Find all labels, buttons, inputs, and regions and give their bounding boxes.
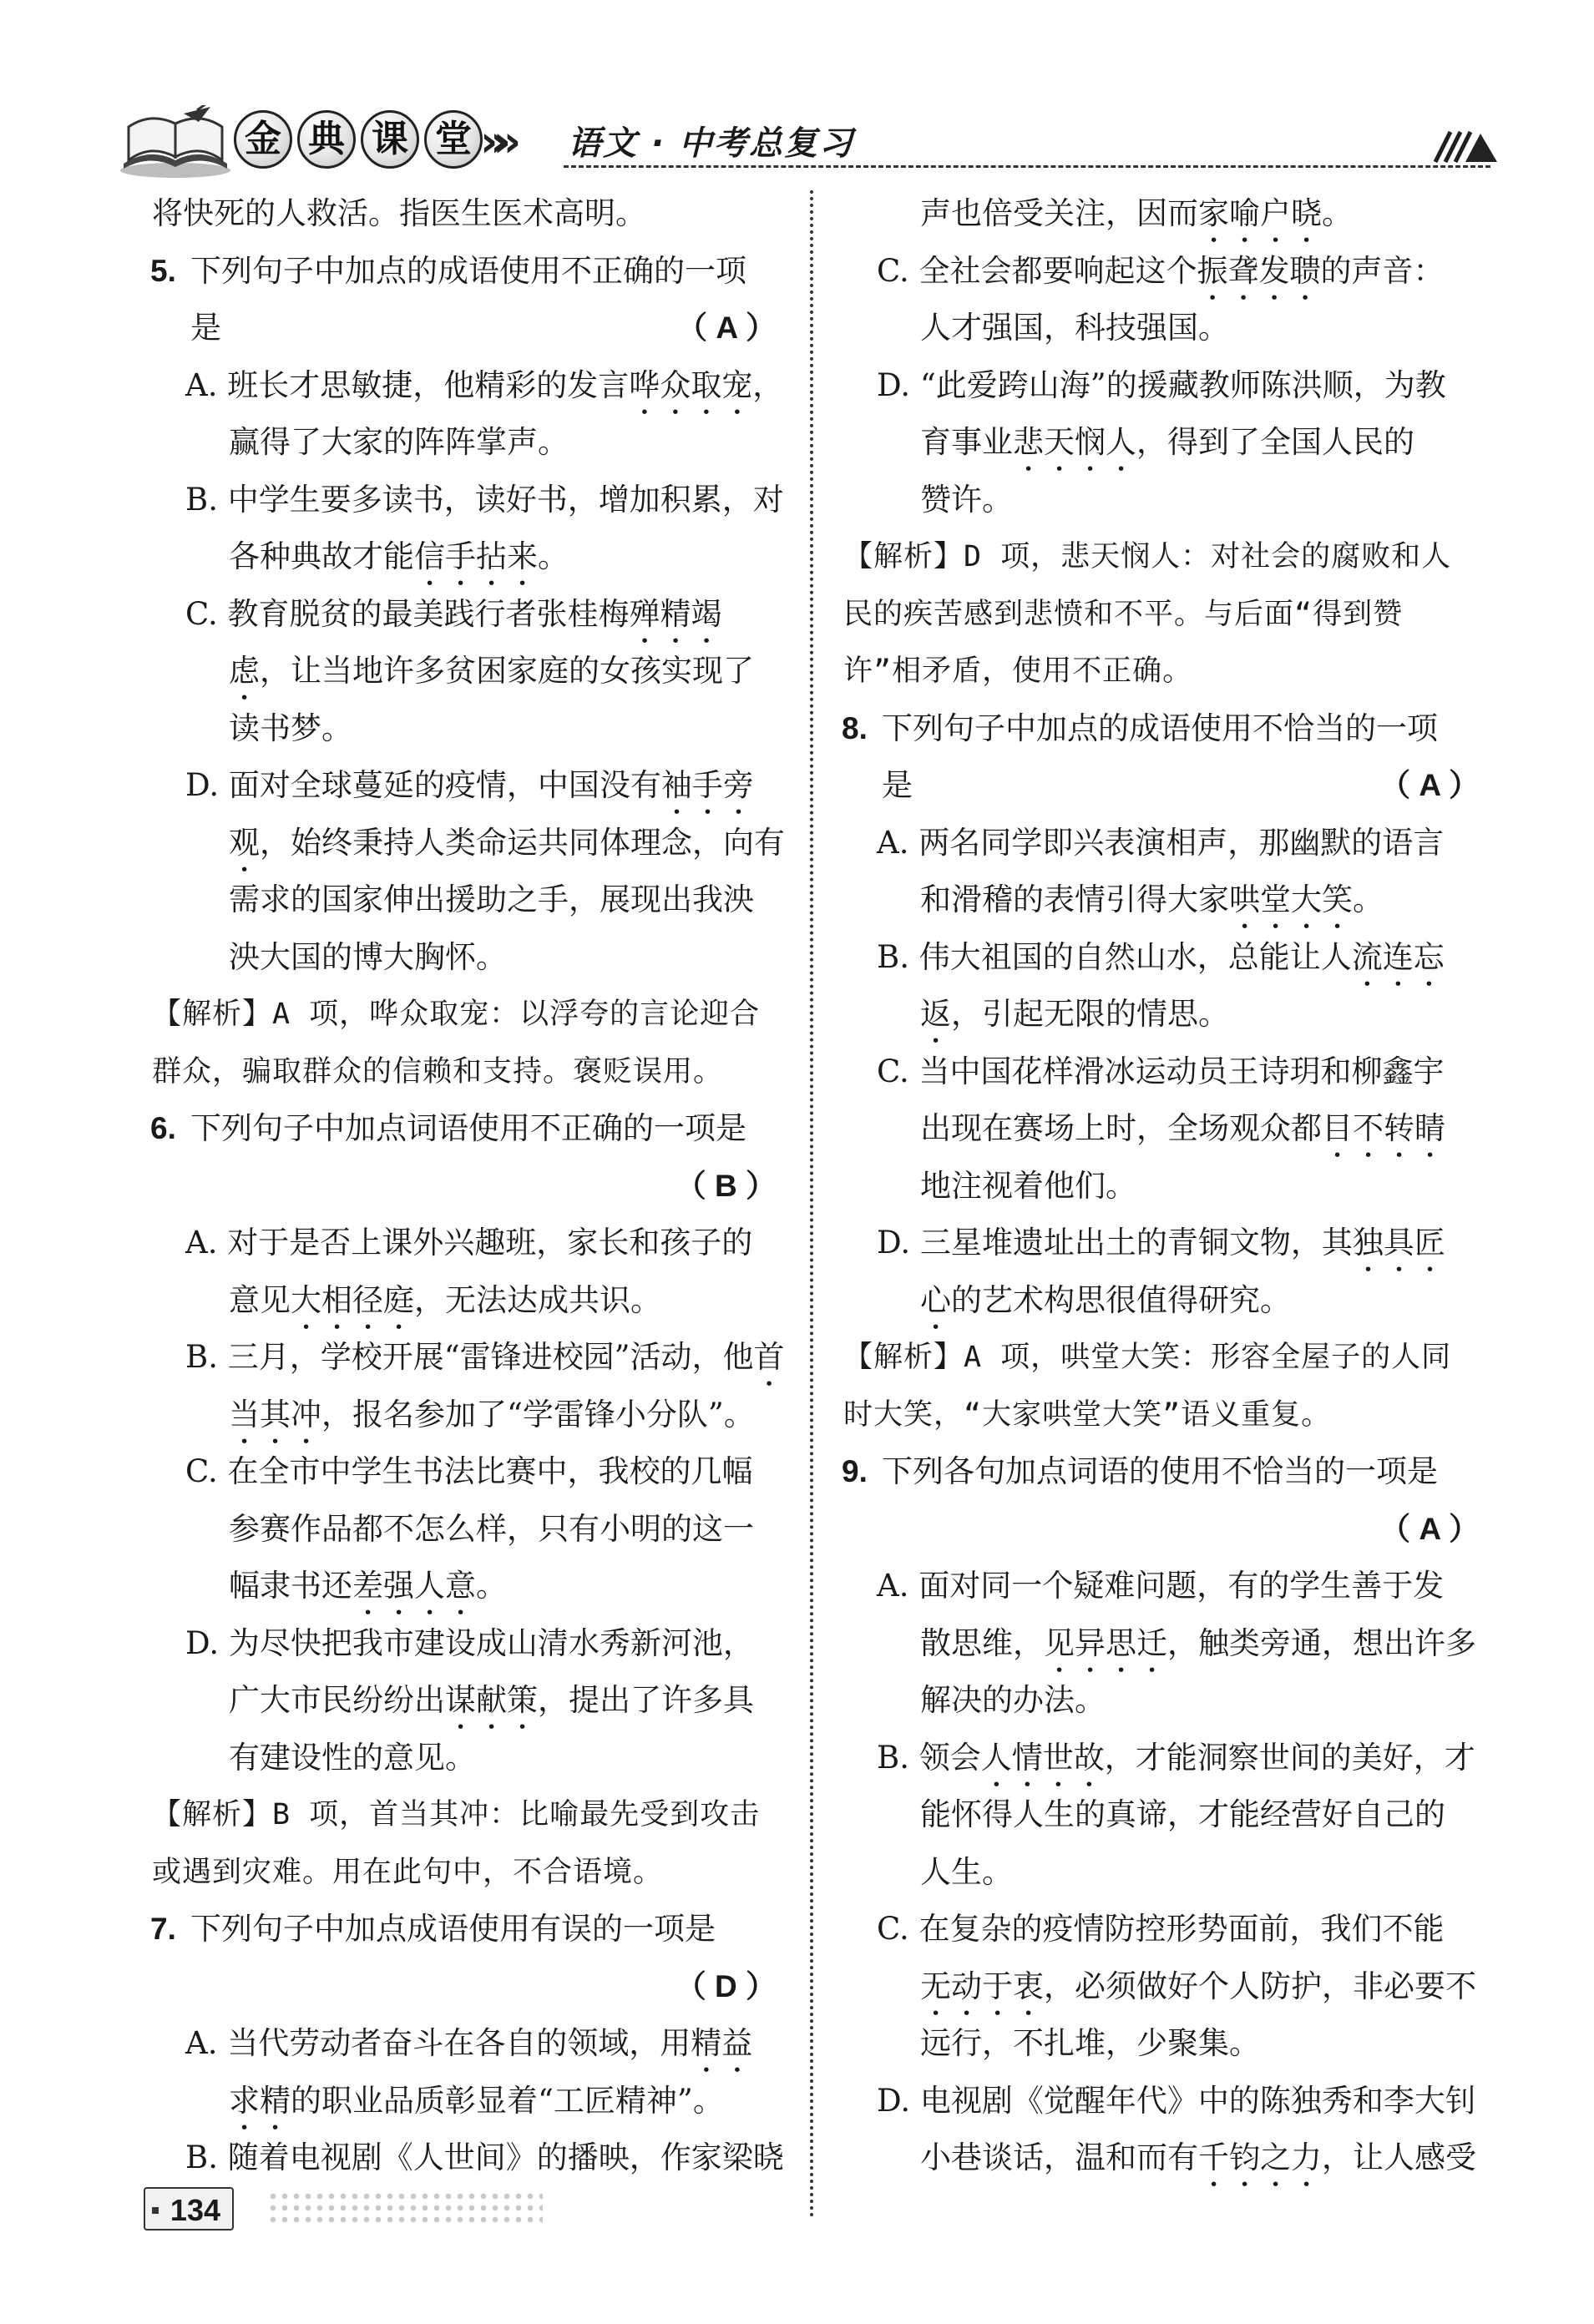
question-text: 是: [190, 310, 221, 346]
continued-line: [843, 872, 1496, 929]
line-text: ，必须做好个人防护，非必要不: [1044, 1968, 1476, 2004]
line-text: 能怀得人生的真谛，才能经营好自己的: [920, 1796, 1445, 1832]
question-number: 6.: [150, 1111, 176, 1145]
continued-line: [843, 1786, 1496, 1844]
answer-key: （ A ）: [1379, 768, 1480, 802]
continued-line: [843, 414, 1496, 472]
option-line: [152, 357, 793, 415]
continued-line: [152, 1672, 793, 1730]
question-number: 9.: [842, 1454, 868, 1488]
line-text: ，让人感受: [1322, 2140, 1476, 2175]
line-text: 育事业: [920, 424, 1013, 460]
line-text: 人才强国，科技强国。: [920, 310, 1229, 346]
continued-line: [843, 185, 1496, 243]
question-stem: [843, 700, 1496, 758]
footer-dot-pattern: [267, 2190, 543, 2229]
line-text: 赢得了大家的阵阵掌声。: [229, 424, 569, 460]
line-text: A. 班长才思敏捷，他精彩的发言: [185, 366, 630, 403]
continued-line: [843, 1158, 1496, 1215]
emphasized-idiom: 差强人意: [352, 1568, 476, 1604]
analysis-label: 【解析】: [843, 1341, 964, 1374]
brand-char: 金: [234, 110, 292, 169]
analysis-body: 许”相矛盾，使用不正确。: [843, 654, 1193, 688]
question-number: 8.: [842, 710, 868, 745]
emphasized-idiom: 谋献策: [445, 1682, 538, 1718]
continued-line: [843, 2015, 1496, 2073]
option-line: [152, 586, 793, 644]
continued-line: [152, 2073, 793, 2130]
line-text: ，: [752, 366, 784, 403]
line-text: 意见: [229, 1281, 291, 1318]
line-text: D. 面对全球蔓延的疫情，中国没有: [185, 767, 661, 803]
line-text: 远行，不扎堆，少聚集。: [920, 2025, 1260, 2061]
analysis-text: [843, 1387, 1496, 1444]
continued-line: [843, 472, 1496, 529]
emphasized-idiom: 袖手旁: [660, 767, 754, 803]
line-text: ，提出了许多具: [538, 1682, 754, 1718]
answer-line: [152, 300, 793, 357]
option-line: [843, 1043, 1496, 1101]
option-line: [152, 1443, 793, 1501]
line-text: 人生。: [920, 1853, 1013, 1890]
page-header: [117, 99, 1495, 182]
line-text: 。: [1353, 882, 1384, 917]
emphasized-idiom: 家喻户晓: [1198, 195, 1322, 231]
analysis-label: 【解析】: [843, 540, 964, 573]
continued-line: [152, 1272, 793, 1330]
option-line: [843, 1730, 1496, 1787]
line-text: 赞许。: [920, 481, 1013, 518]
line-text: 参赛作品都不怎么样，只有小明的这一: [229, 1510, 754, 1547]
brand-char: 典: [297, 110, 356, 169]
continued-line: [843, 1672, 1496, 1730]
line-text: B. 随着电视剧《人世间》的播映，作家梁晓: [185, 2140, 784, 2175]
question-text: 下列句子中加点词语使用不正确的一项是: [190, 1110, 746, 1146]
mountain-stripes-icon: [1432, 124, 1499, 165]
question-text: [152, 1958, 190, 2016]
analysis-text: [843, 1329, 1496, 1387]
brand-char: 课: [361, 110, 419, 169]
option-line: [843, 1901, 1496, 1958]
emphasized-idiom: 虑: [229, 653, 260, 689]
header-dashed-rule: [564, 165, 1490, 168]
continued-line: [843, 1615, 1496, 1673]
emphasized-idiom: 哄堂大笑: [1229, 882, 1353, 917]
analysis-body: 群众，骗取群众的信赖和支持。褒贬误用。: [152, 1054, 724, 1089]
continued-line: [152, 414, 793, 472]
line-text: 。: [538, 538, 569, 574]
analysis-text: [843, 643, 1496, 700]
option-line: [843, 1558, 1496, 1615]
line-text: 出现在赛场上时，全场观众都: [920, 1110, 1322, 1146]
double-chevron-icon: »»: [480, 117, 507, 167]
option-line: [152, 1329, 793, 1387]
continued-line: [152, 1730, 793, 1787]
emphasized-idiom: 心: [920, 1281, 951, 1318]
line-text: ，才能洞察世间的美好，才: [1104, 1739, 1475, 1776]
emphasized-idiom: 当其冲: [229, 1396, 321, 1432]
line-text: B. 领会: [877, 1739, 981, 1776]
question-stem: [843, 1443, 1496, 1501]
line-text: C. 教育脱贫的最美践行者张桂梅: [185, 595, 630, 632]
line-text: 将快死的人救活。指医生医术高明。: [152, 195, 646, 231]
option-line: [843, 815, 1496, 872]
answer-key: （ D ）: [675, 1968, 777, 2003]
answer-key: （ A ）: [676, 311, 777, 345]
answer-line: [843, 1501, 1496, 1559]
answer-key: （ B ）: [675, 1168, 777, 1203]
emphasized-idiom: 无动于衷: [920, 1968, 1044, 2004]
open-book-icon: [117, 105, 234, 180]
line-text: D. 三星堆遗址出土的青铜文物，其: [877, 1225, 1353, 1261]
continued-line: [843, 300, 1496, 357]
line-text: A. 面对同一个疑难问题，有的学生善于发: [877, 1568, 1445, 1604]
continued-line: [843, 986, 1496, 1043]
line-text: 。: [1322, 195, 1353, 231]
line-text: ，始终秉持人类命运共同体理念，向有: [260, 824, 785, 861]
continued-line: [843, 1272, 1496, 1330]
question-text: 是: [882, 767, 913, 803]
option-line: [843, 1215, 1496, 1272]
option-line: [152, 757, 793, 815]
continued-line: [843, 1100, 1496, 1158]
line-text: ，无法达成共识。: [414, 1281, 661, 1318]
emphasized-idiom: 悲天悯人: [1013, 424, 1136, 460]
line-text: 散思维，: [920, 1624, 1044, 1661]
option-line: [152, 472, 793, 529]
page-number: 134: [144, 2187, 234, 2231]
option-line: [843, 357, 1496, 415]
answer-key: （ A ）: [1379, 1511, 1480, 1546]
continued-line: [152, 1387, 793, 1444]
emphasized-idiom: 独具匠: [1352, 1225, 1445, 1261]
line-text: 需求的国家伸出援助之手，展现出我泱: [229, 882, 754, 917]
continued-line: [152, 185, 793, 243]
analysis-body: 民的疾苦感到悲愤和不平。与后面“得到赞: [843, 597, 1404, 631]
line-text: C. 在复杂的疫情防控形势面前，我们不能: [877, 1911, 1445, 1947]
option-line: [152, 1215, 793, 1272]
emphasized-idiom: 信手拈来: [414, 538, 538, 574]
continued-line: [843, 1844, 1496, 1902]
analysis-text: [843, 528, 1496, 586]
question-text: [843, 1501, 882, 1559]
emphasized-idiom: 返: [920, 996, 951, 1032]
line-text: ，触类旁通，想出许多: [1167, 1624, 1476, 1661]
line-text: C. 在全市中学生书法比赛中，我校的几幅: [185, 1453, 753, 1489]
line-text: A. 对于是否上课外兴趣班，家长和孩子的: [185, 1225, 753, 1261]
continued-line: [843, 1958, 1496, 2016]
line-text: D. 为尽快把我市建设成山清水秀新河池，: [185, 1624, 754, 1661]
line-text: 的声音：: [1320, 252, 1445, 289]
continued-line: [152, 1501, 793, 1559]
answer-line: [152, 1158, 793, 1215]
analysis-text: [152, 1786, 793, 1844]
continued-line: [152, 1558, 793, 1615]
answer-line: [152, 1958, 793, 2016]
continued-line: [152, 643, 793, 700]
continued-line: [152, 929, 793, 987]
option-line: [152, 2015, 793, 2073]
question-stem: [152, 1100, 793, 1158]
option-line: [152, 1615, 793, 1673]
line-text: ，得到了全国人民的: [1136, 424, 1414, 460]
question-text: 下列句子中加点成语使用有误的一项是: [190, 1911, 716, 1947]
subject-title: 语文 · 中考总复习: [568, 124, 855, 163]
line-text: 地注视着他们。: [920, 1167, 1136, 1204]
analysis-body: A 项，哄堂大笑：形容全屋子的人同: [964, 1341, 1452, 1374]
column-divider: [810, 190, 813, 2219]
emphasized-idiom: 哗众取宠: [629, 366, 753, 403]
line-text: D. 电视剧《觉醒年代》中的陈独秀和李大钊: [877, 2082, 1476, 2119]
line-text: 幅隶书还: [229, 1568, 352, 1604]
continued-line: [152, 815, 793, 872]
continued-line: [843, 2129, 1496, 2187]
line-text: ，报名参加了“学雷锋小分队”。: [321, 1396, 755, 1432]
line-text: ，引起无限的情思。: [951, 996, 1229, 1032]
line-text: B. 中学生要多读书，读好书，增加积累，对: [185, 481, 784, 518]
question-number: 7.: [150, 1912, 176, 1946]
line-text: 的艺术构思很值得研究。: [951, 1281, 1291, 1318]
line-text: B. 三月，学校开展“雷锋进校园”活动，他: [185, 1339, 754, 1375]
analysis-body: 或遇到灾难。用在此句中，不合语境。: [152, 1855, 664, 1889]
line-text: 的职业品质彰显着“工匠精神”。: [291, 2082, 724, 2119]
analysis-body: B 项，首当其冲：比喻最先受到攻击: [272, 1798, 761, 1831]
option-line: [843, 2073, 1496, 2130]
question-text: 下列句子中加点的成语使用不恰当的一项: [882, 710, 1438, 746]
line-text: 广大市民纷纷出: [229, 1682, 445, 1718]
option-line: [152, 2129, 793, 2187]
line-text: A. 当代劳动者奋斗在各自的领域，用: [185, 2025, 691, 2061]
emphasized-idiom: 求精: [229, 2082, 291, 2119]
emphasized-idiom: 大相径庭: [291, 1281, 414, 1318]
emphasized-idiom: 千钧之力: [1198, 2140, 1322, 2175]
line-text: D. “此爱跨山海”的援藏教师陈洪顺，为教: [877, 366, 1446, 403]
answer-line: [843, 757, 1496, 815]
line-text: 声也倍受关注，因而: [920, 195, 1198, 231]
emphasized-idiom: 首: [753, 1339, 785, 1375]
line-text: 各种典故才能: [229, 538, 414, 574]
analysis-body: A 项，哗众取宠：以浮夸的言论迎合: [272, 998, 761, 1031]
option-line: [843, 929, 1496, 987]
emphasized-idiom: 见异思迁: [1044, 1624, 1167, 1661]
emphasized-idiom: 观: [229, 824, 260, 861]
line-text: 和滑稽的表情引得大家: [920, 882, 1229, 917]
line-text: 。: [476, 1568, 507, 1604]
line-text: 解决的办法。: [920, 1682, 1106, 1718]
line-text: 有建设性的意见。: [229, 1739, 476, 1776]
brand-char: 堂: [424, 110, 483, 169]
continued-line: [152, 872, 793, 929]
question-number: 5.: [150, 253, 176, 288]
continued-line: [152, 700, 793, 758]
line-text: 泱大国的博大胸怀。: [229, 938, 507, 975]
line-text: A. 两名同学即兴表演相声，那幽默的语言: [877, 824, 1445, 861]
brand-title: [234, 110, 483, 169]
analysis-label: 【解析】: [152, 998, 273, 1031]
analysis-label: 【解析】: [152, 1798, 273, 1831]
emphasized-idiom: 振聋发聩: [1197, 252, 1321, 289]
line-text: 读书梦。: [229, 710, 352, 746]
question-stem: [152, 243, 793, 301]
analysis-text: [152, 1844, 793, 1902]
emphasized-idiom: 流连忘: [1351, 938, 1445, 975]
analysis-body: D 项，悲天悯人：对社会的腐败和人: [964, 540, 1452, 573]
line-text: B. 伟大祖国的自然山水，总能让人: [877, 938, 1352, 975]
question-stem: [152, 1901, 793, 1958]
emphasized-idiom: 人情世故: [980, 1739, 1105, 1776]
emphasized-idiom: 殚精竭: [629, 595, 722, 632]
analysis-text: [152, 1043, 793, 1101]
analysis-text: [843, 586, 1496, 644]
emphasized-idiom: 精益: [691, 2025, 753, 2061]
line-text: 小巷谈话，温和而有: [920, 2140, 1198, 2175]
analysis-body: 时大笑，“大家哄堂大笑”语义重复。: [843, 1397, 1332, 1432]
question-text: 下列句子中加点的成语使用不正确的一项: [190, 252, 746, 289]
option-line: [843, 243, 1496, 301]
line-text: C. 全社会都要响起这个: [877, 252, 1197, 289]
line-text: C. 当中国花样滑冰运动员王诗玥和柳鑫宇: [877, 1053, 1445, 1089]
analysis-text: [152, 986, 793, 1043]
left-column: [152, 185, 793, 2187]
question-text: 下列各句加点词语的使用不恰当的一项是: [882, 1453, 1438, 1489]
line-text: ，让当地许多贫困家庭的女孩实现了: [260, 653, 754, 689]
question-text: [152, 1158, 190, 1215]
emphasized-idiom: 目不转睛: [1322, 1110, 1445, 1146]
right-column: [843, 185, 1496, 2187]
continued-line: [152, 528, 793, 586]
